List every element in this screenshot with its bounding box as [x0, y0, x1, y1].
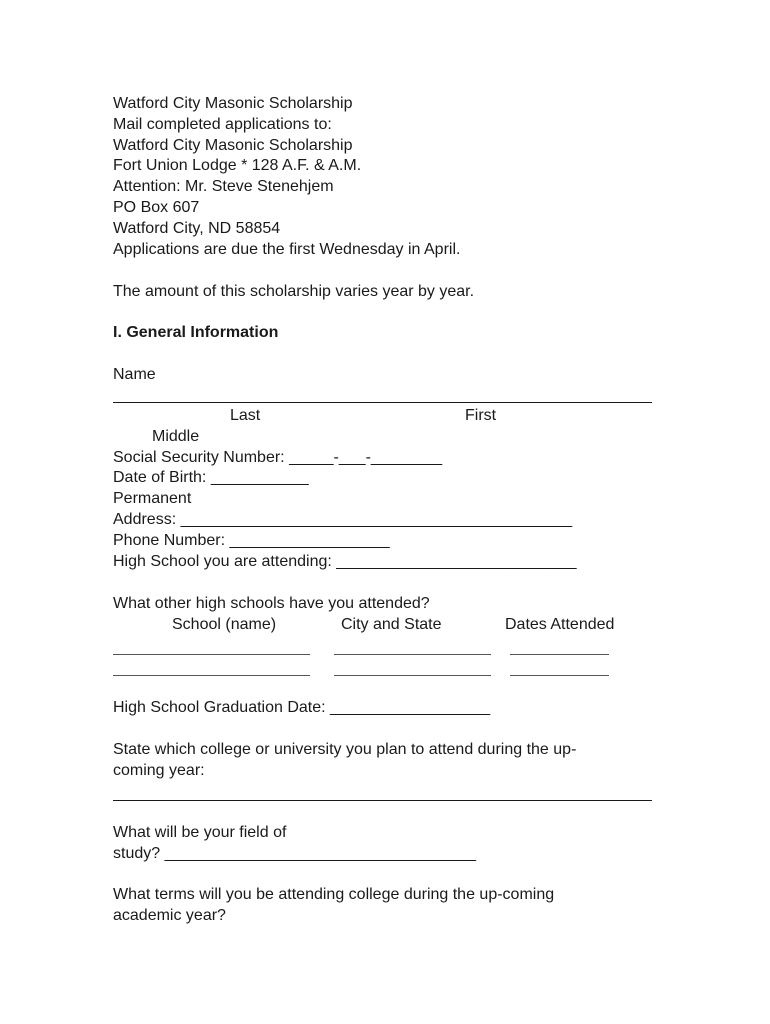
address-line-po-box: PO Box 607 [113, 199, 200, 216]
other-schools-question: What other high schools have you attended? [113, 595, 430, 612]
field-of-study-field[interactable]: study? ___________________________________ [113, 845, 477, 862]
column-city-state: City and State [341, 616, 442, 633]
name-label: Name [113, 366, 156, 383]
other-school-2-city-line[interactable] [334, 675, 491, 676]
college-input-line[interactable] [113, 800, 652, 801]
scholarship-title: Watford City Masonic Scholarship [113, 95, 353, 112]
other-school-2-name-line[interactable] [113, 675, 310, 676]
column-dates-attended: Dates Attended [505, 616, 615, 633]
name-sub-first: First [465, 407, 497, 424]
dob-field[interactable]: Date of Birth: ___________ [113, 469, 309, 486]
graduation-date-field[interactable]: High School Graduation Date: __________________ [113, 699, 491, 716]
ssn-field[interactable]: Social Security Number: _____-___-________ [113, 449, 443, 466]
permanent-label: Permanent [113, 490, 192, 507]
mail-instructions: Mail completed applications to: [113, 116, 332, 133]
section-title-general-information: I. General Information [113, 324, 279, 341]
address-line-lodge: Fort Union Lodge * 128 A.F. & A.M. [113, 157, 362, 174]
name-sub-last: Last [230, 407, 261, 424]
field-of-study-question: What will be your field of [113, 824, 287, 841]
address-line-city: Watford City, ND 58854 [113, 220, 281, 237]
high-school-field[interactable]: High School you are attending: ___________________________ [113, 553, 577, 570]
terms-question-line-2: academic year? [113, 907, 226, 924]
phone-field[interactable]: Phone Number: __________________ [113, 532, 390, 549]
other-school-1-dates-line[interactable] [510, 654, 609, 655]
college-question-line-1: State which college or university you plan to attend during the up- [113, 741, 577, 758]
address-line-organization: Watford City Masonic Scholarship [113, 137, 353, 154]
other-school-1-city-line[interactable] [334, 654, 491, 655]
other-school-2-dates-line[interactable] [510, 675, 609, 676]
terms-question-line-1: What terms will you be attending college during the up-coming [113, 886, 555, 903]
due-date-note: Applications are due the first Wednesday in April. [113, 241, 461, 258]
amount-note: The amount of this scholarship varies year by year. [113, 283, 475, 300]
address-field[interactable]: Address: ____________________________________________ [113, 511, 573, 528]
college-question-line-2: coming year: [113, 762, 205, 779]
other-school-1-name-line[interactable] [113, 654, 310, 655]
name-sub-middle: Middle [152, 428, 200, 445]
address-line-attention: Attention: Mr. Steve Stenehjem [113, 178, 334, 195]
name-input-line[interactable] [113, 402, 652, 403]
column-school-name: School (name) [172, 616, 277, 633]
